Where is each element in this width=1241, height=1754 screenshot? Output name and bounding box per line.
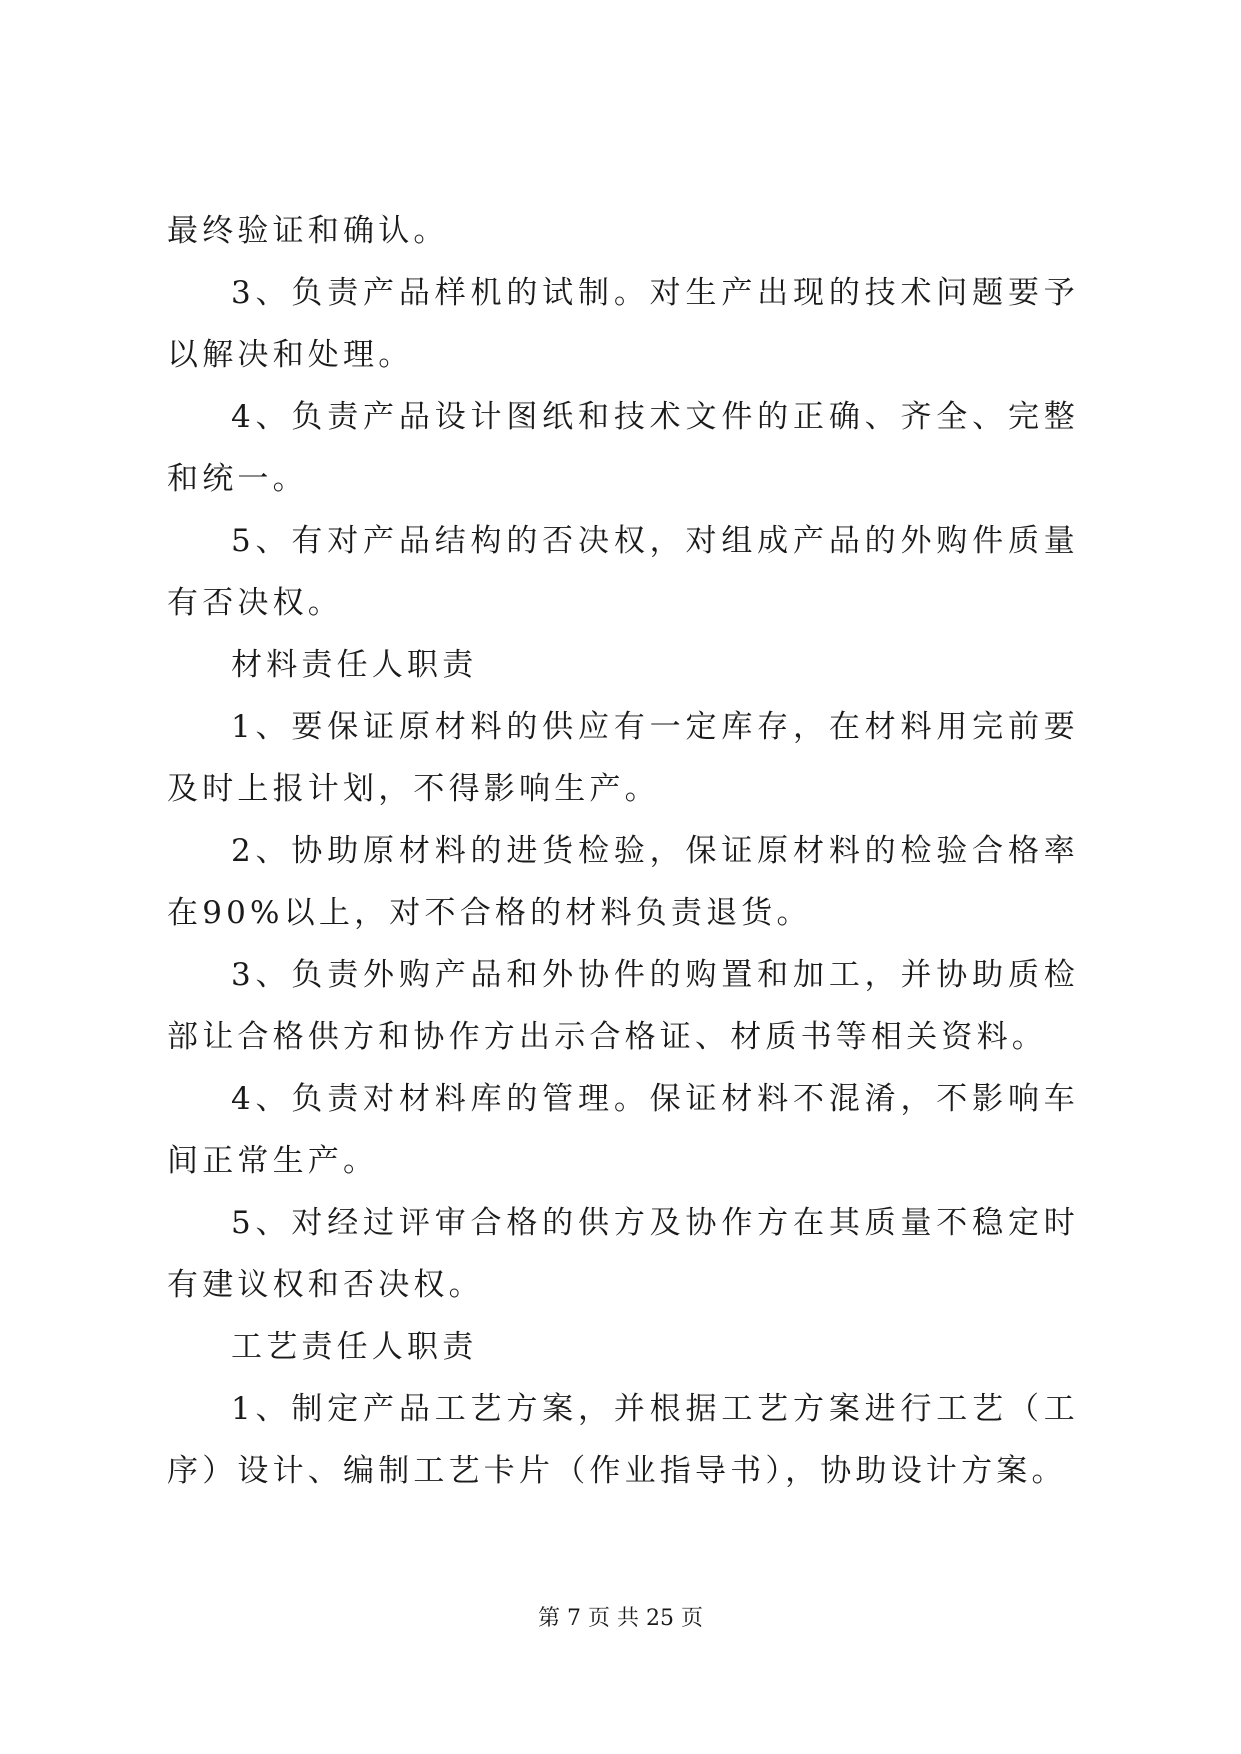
section-heading-material: 材料责任人职责: [231, 647, 478, 683]
paragraph-item: 2、协助原材料的进货检验，保证原材料的检验合格率在90%以上，对不合格的材料负责退货。: [167, 833, 1079, 931]
paragraph-item: 3、负责外购产品和外协件的购置和加工，并协助质检部让合格供方和协作方出示合格证、材质书等相关资料。: [167, 957, 1079, 1055]
paragraph-continuation: 最终验证和确认。: [167, 213, 449, 249]
paragraph-item: 5、有对产品结构的否决权，对组成产品的外购件质量有否决权。: [167, 523, 1079, 621]
document-body: [167, 200, 1079, 1502]
page-footer: 第 7 页 共 25 页: [538, 1606, 703, 1631]
paragraph-item: 4、负责产品设计图纸和技术文件的正确、齐全、完整和统一。: [167, 399, 1079, 497]
paragraph-item: 4、负责对材料库的管理。保证材料不混淆，不影响车间正常生产。: [167, 1081, 1079, 1179]
paragraph-item: 1、制定产品工艺方案，并根据工艺方案进行工艺（工序）设计、编制工艺卡片（作业指导书），协助设计方案。: [167, 1391, 1079, 1489]
paragraph-item: 3、负责产品样机的试制。对生产出现的技术问题要予以解决和处理。: [167, 275, 1079, 373]
section-heading-process: 工艺责任人职责: [231, 1329, 478, 1365]
paragraph-item: 5、对经过评审合格的供方及协作方在其质量不稳定时有建议权和否决权。: [167, 1205, 1079, 1303]
paragraph-item: 1、要保证原材料的供应有一定库存，在材料用完前要及时上报计划，不得影响生产。: [167, 709, 1079, 807]
